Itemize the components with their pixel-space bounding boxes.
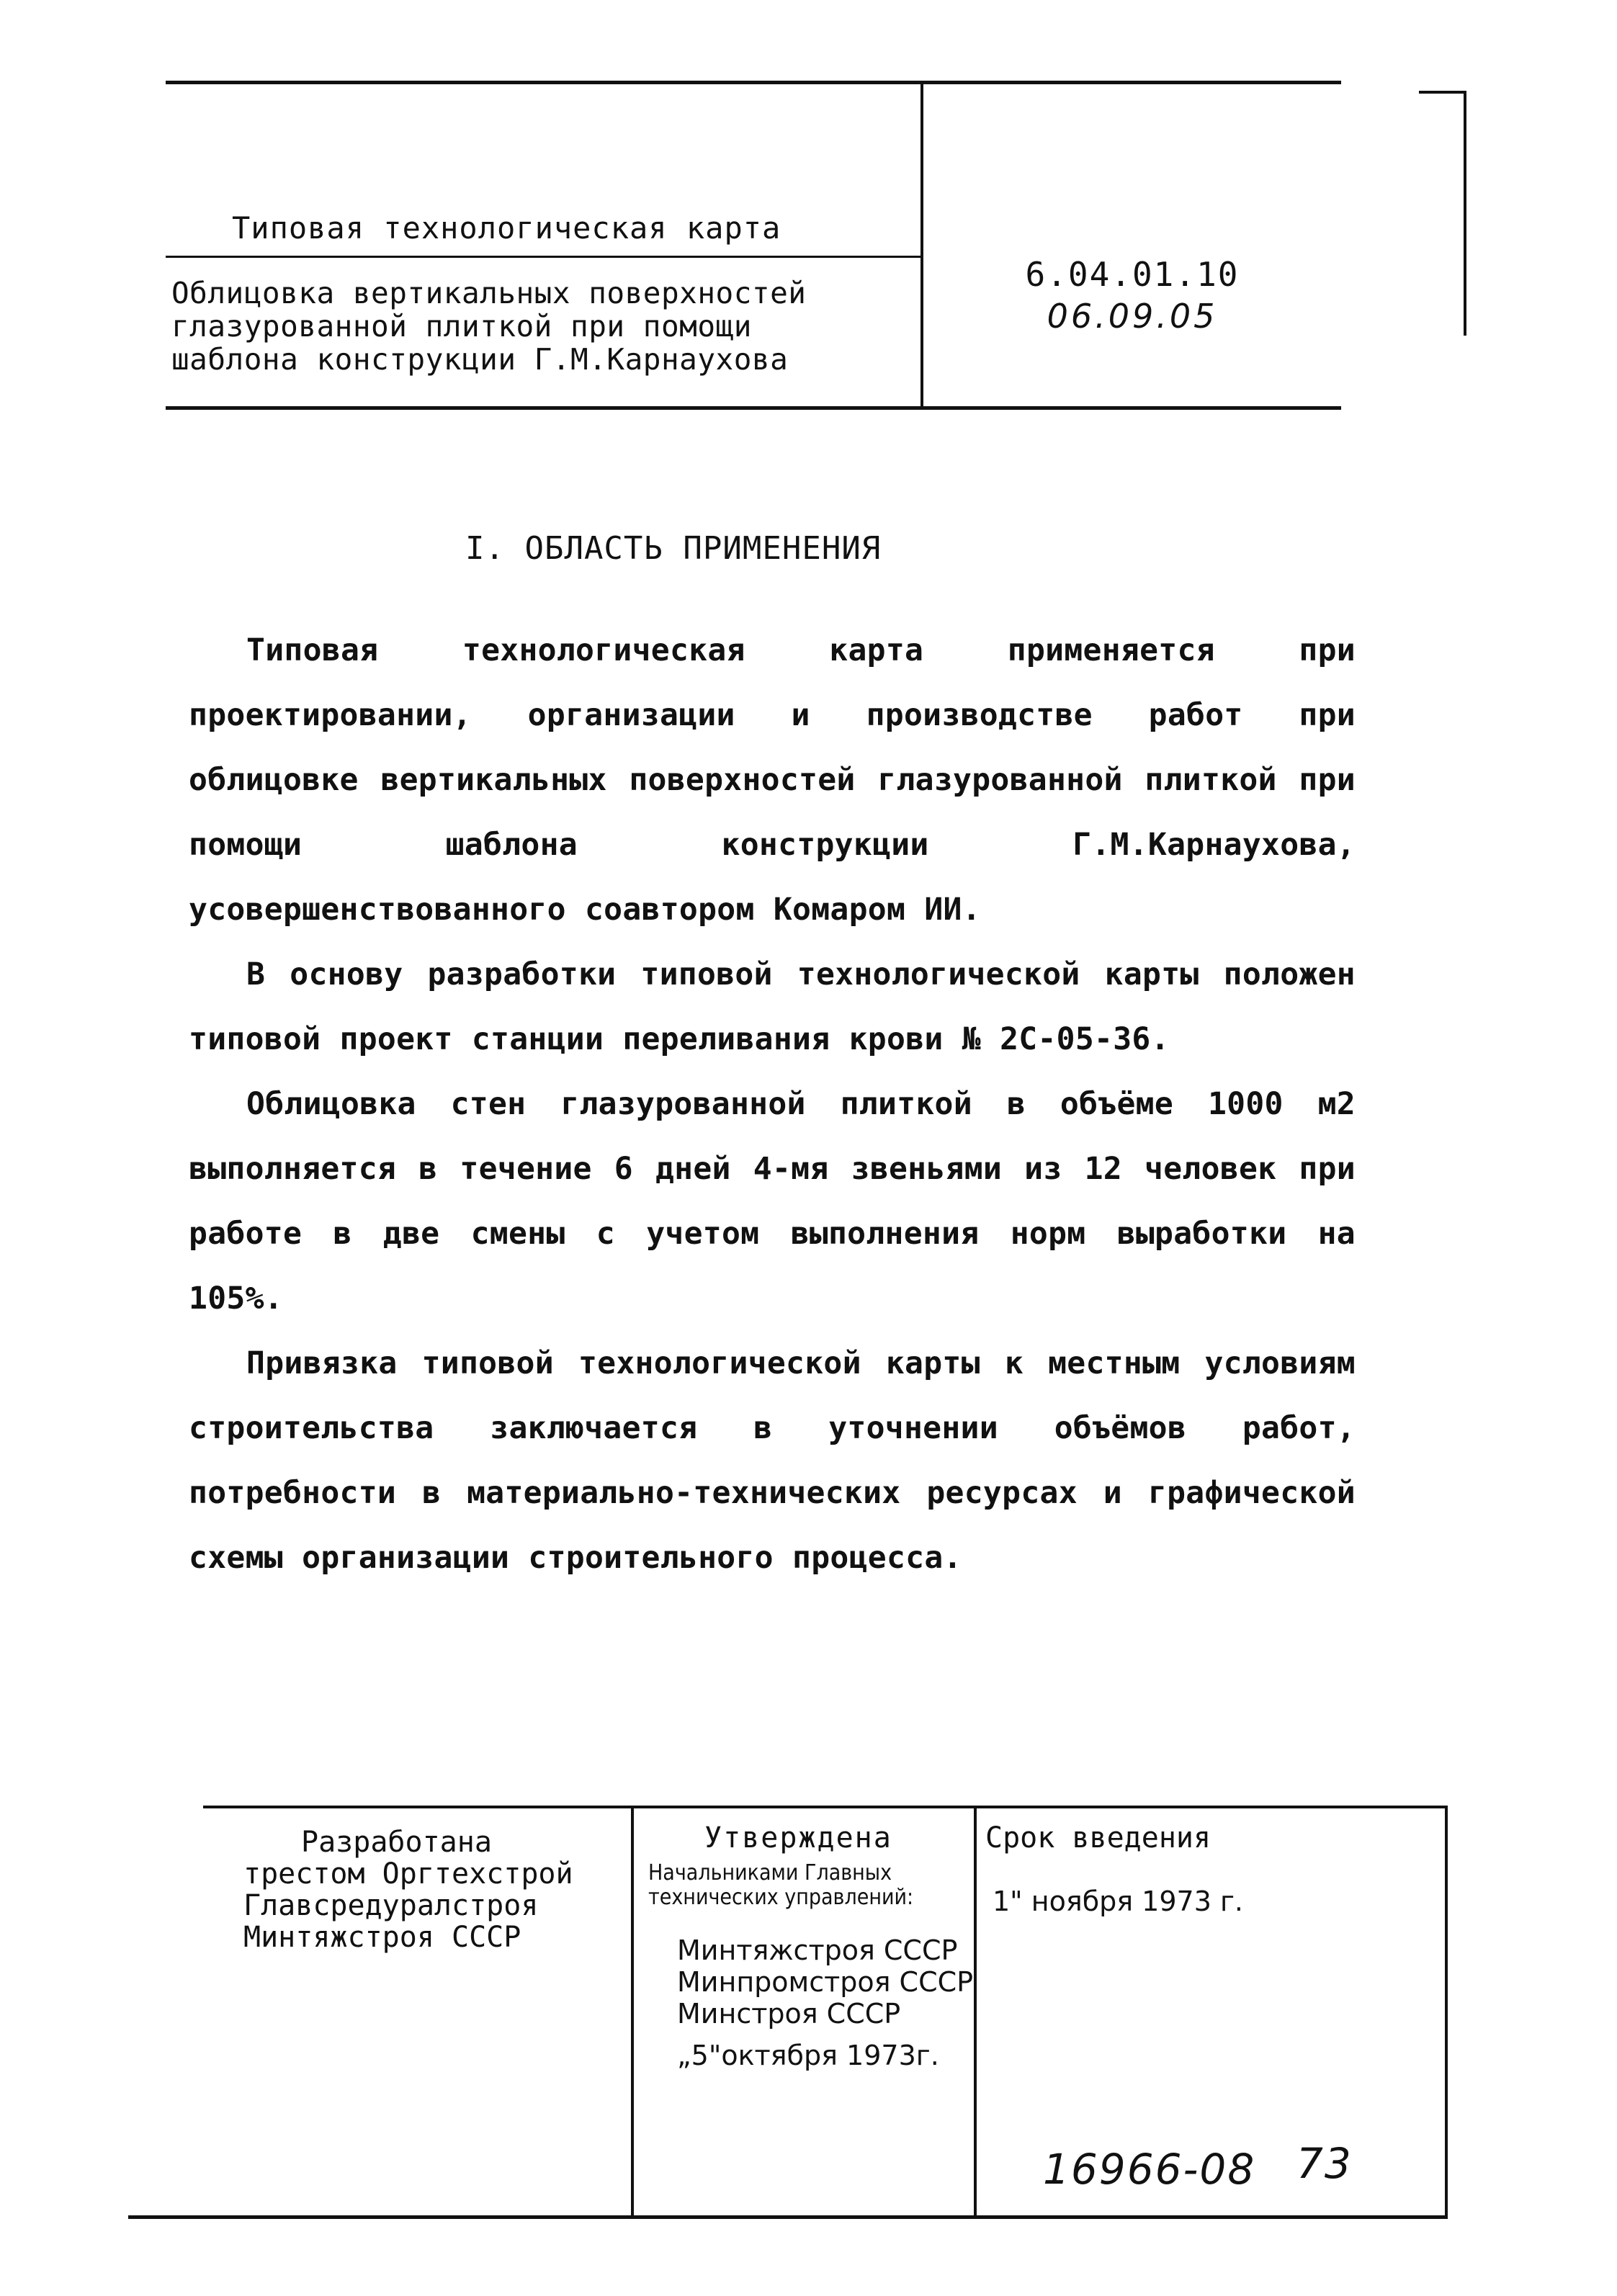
footer-bottom-rule	[128, 2215, 1448, 2219]
section-heading: I. ОБЛАСТЬ ПРИМЕНЕНИЯ	[465, 530, 882, 567]
approved-ministry: Минтяжстроя СССР	[677, 1934, 958, 1966]
document-code-handwritten: 06.09.05	[1047, 297, 1218, 336]
approved-ministry: Минпромстроя СССР	[677, 1966, 974, 1998]
corner-mark-horizontal	[1419, 91, 1466, 94]
header-divider-vertical	[921, 84, 923, 409]
approved-cell	[648, 1822, 972, 2071]
header-bottom-rule	[166, 406, 1341, 410]
approved-by-line: Начальниками Главных	[648, 1860, 892, 1885]
effective-date: 1" ноября 1973 г.	[993, 1885, 1244, 1917]
paragraph-volume: Облицовка стен глазурованной плиткой в объёме 1000 м2 выполняется в течение 6 дней 4-мя звеньями из 12 человек при работе в две смены с учетом выполнения норм выработки на 105%.	[189, 1086, 1356, 1317]
header-top-rule	[166, 81, 1341, 84]
header-title: Типовая технологическая карта	[232, 210, 781, 246]
corner-mark-vertical	[1464, 91, 1466, 336]
header-subject-line: Облицовка вертикальных поверхностей	[171, 276, 807, 310]
page-number: 73	[1296, 2139, 1353, 2188]
paragraph-binding: Привязка типовой технологической карты к местным условиям строительства заключается в уточнении объёмов работ, потребности в материально-технических ресурсах и графической схемы организации строительного процесса.	[189, 1345, 1356, 1576]
paragraph-scope: Типовая технологическая карта применяется при проектировании, организации и производстве работ при облицовке вертикальных поверхностей глазурованной плиткой при помощи шаблона конструкции Г.М.Карнаухова, усовершенствованного соавтором Комаром ИИ.	[189, 632, 1356, 928]
section-body	[189, 618, 1356, 1590]
approved-heading: Утверждена	[704, 1821, 892, 1855]
header-code-block	[923, 254, 1341, 337]
developed-by-line: Минтяжстроя СССР	[243, 1921, 521, 1954]
developed-by-line: Разработана	[301, 1826, 492, 1859]
developed-by-cell	[229, 1826, 573, 1953]
developed-by-line: трестом Оргтехстрой	[243, 1857, 573, 1891]
effective-heading: Срок введения	[985, 1821, 1211, 1855]
header-subject-line: глазурованной плиткой при помощи	[171, 309, 752, 344]
effective-cell	[985, 1822, 1439, 1917]
reference-number: 16966-08	[1043, 2145, 1256, 2194]
footer-right-edge	[1445, 1806, 1448, 2218]
footer-top-rule	[203, 1806, 1448, 1808]
paragraph-basis: В основу разработки типовой технологической карты положен типовой проект станции переливания крови № 2С-05-36.	[189, 956, 1356, 1057]
footer-divider-1	[631, 1806, 634, 2218]
document-code: 6.04.01.10	[1025, 255, 1240, 294]
header-title-underline	[166, 256, 922, 258]
approved-ministry: Минстроя СССР	[677, 1998, 901, 2030]
approved-date: „5"октября 1973г.	[677, 2040, 939, 2071]
developed-by-line: Главсредуралстроя	[243, 1889, 539, 1922]
approved-by-line: технических управлений:	[648, 1885, 914, 1910]
header-subject-line: шаблона конструкции Г.М.Карнаухова	[171, 342, 789, 377]
header-subject	[171, 277, 916, 376]
footer-divider-2	[974, 1806, 977, 2218]
